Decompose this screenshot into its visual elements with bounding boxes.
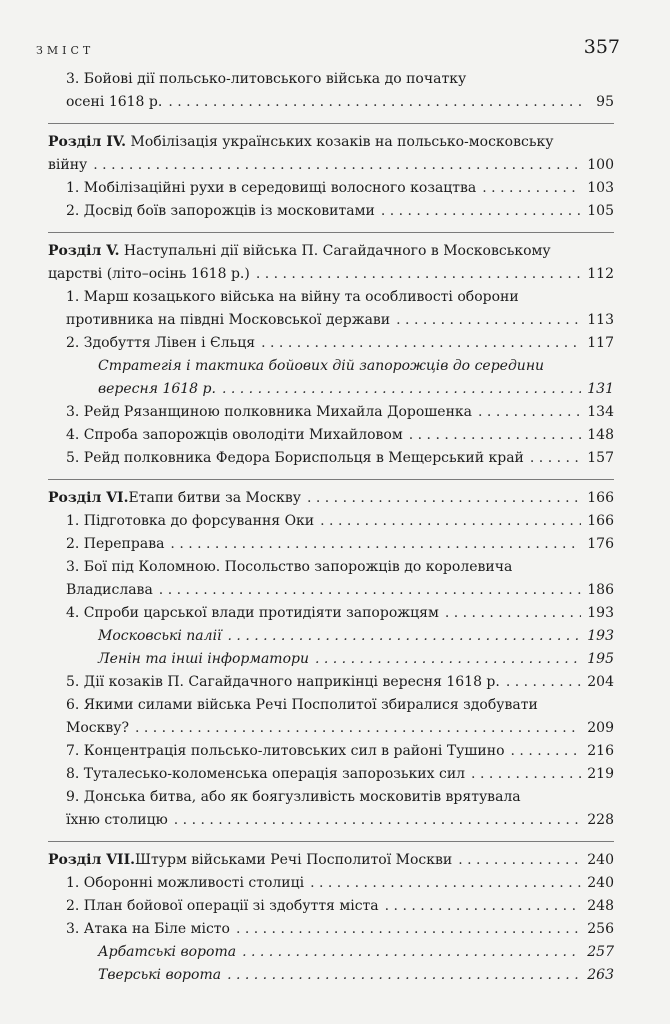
entry-title-line: Тверські ворота (98, 967, 222, 983)
dot-leader (445, 602, 581, 625)
entry-page-number: 112 (587, 266, 614, 282)
section-entry (48, 200, 614, 223)
entry-page-number: 95 (596, 94, 614, 110)
chapter-label: Розділ VII. (48, 852, 136, 868)
entry-page-number: 113 (587, 312, 614, 328)
entry-title-line: вересня 1618 р. (98, 381, 216, 397)
entry-page-number: 257 (587, 944, 614, 960)
section-entry (48, 740, 614, 763)
section-entry (48, 533, 614, 556)
subsection-entry (48, 648, 614, 671)
dot-leader (256, 263, 581, 286)
entry-title-line: Штурм військами Речі Посполитої Москви (135, 852, 453, 868)
entry-title-line: 2. Переправа (66, 536, 165, 552)
entry-page-number: 240 (587, 852, 614, 868)
entry-page-number: 166 (587, 490, 614, 506)
chapter-entry (48, 240, 614, 286)
chapter-label: Розділ V. (48, 243, 120, 259)
entry-title-line: Стратегія і тактика бойових дій запорожців до середини (98, 358, 545, 374)
chapter-entry (48, 849, 614, 872)
entry-title-line: 7. Концентрація польсько-литовських сил в районі Тушино (66, 743, 505, 759)
entry-title-line: 4. Спроба запорожців оволодіти Михайловом (66, 427, 403, 443)
dot-leader (458, 849, 581, 872)
entry-page-number: 148 (587, 427, 614, 443)
section-entry (48, 694, 614, 740)
dot-leader (168, 91, 586, 114)
dot-leader (409, 424, 582, 447)
dot-leader (506, 671, 581, 694)
toc-section (48, 479, 614, 832)
entry-title-line: 9. Донська битва, або як боягузливість московитів врятувала (66, 789, 521, 805)
chapter-entry (48, 131, 614, 177)
dot-leader (135, 717, 581, 740)
section-entry (48, 401, 614, 424)
entry-title-line: Ленін та інші інформатори (98, 651, 309, 667)
entry-page-number: 103 (587, 180, 614, 196)
entry-page-number: 166 (587, 513, 614, 529)
chapter-entry (48, 487, 614, 510)
section-entry (48, 447, 614, 470)
entry-title-line: царстві (літо–осінь 1618 р.) (48, 266, 250, 282)
entry-title-line: 1. Оборонні можливості столиці (66, 875, 305, 891)
entry-page-number: 204 (587, 674, 614, 690)
dot-leader (228, 625, 582, 648)
section-entry (48, 602, 614, 625)
section-entry (48, 918, 614, 941)
entry-page-number: 219 (587, 766, 614, 782)
dot-leader (261, 332, 581, 355)
dot-leader (236, 918, 581, 941)
dot-leader (93, 154, 581, 177)
dot-leader (320, 510, 581, 533)
entry-title-line: 1. Мобілізаційні рухи в середовищі волосного козацтва (66, 180, 477, 196)
entry-page-number: 117 (587, 335, 614, 351)
section-entry (48, 286, 614, 332)
entry-title-line: осені 1618 р. (66, 94, 163, 110)
dot-leader (242, 941, 581, 964)
toc-section (48, 123, 614, 223)
page-number: 357 (583, 36, 620, 58)
section-entry (48, 786, 614, 832)
entry-title-line: 3. Атака на Біле місто (66, 921, 230, 937)
entry-title-line: 3. Бої під Коломною. Посольство запорожців до королевича (66, 559, 513, 575)
chapter-label: Розділ IV. (48, 134, 127, 150)
entry-title-line: 5. Дії козаків П. Сагайдачного наприкінці вересня 1618 р. (66, 674, 500, 690)
entry-page-number: 193 (587, 605, 614, 621)
dot-leader (227, 964, 581, 987)
entry-title-line: 8. Туталесько-коломенська операція запорозьких сил (66, 766, 466, 782)
entry-page-number: 209 (587, 720, 614, 736)
dot-leader (478, 401, 581, 424)
section-entry (48, 424, 614, 447)
section-entry (48, 872, 614, 895)
entry-page-number: 134 (587, 404, 614, 420)
entry-page-number: 105 (587, 203, 614, 219)
section-entry (48, 332, 614, 355)
entry-page-number: 195 (587, 651, 614, 667)
entry-title-line: Москву? (66, 720, 129, 736)
dot-leader (310, 872, 581, 895)
dot-leader (511, 740, 582, 763)
section-entry (48, 510, 614, 533)
entry-title-line: Арбатські ворота (98, 944, 237, 960)
toc-section (48, 68, 614, 114)
dot-leader (307, 487, 581, 510)
entry-title-line: 4. Спроби царської влади протидіяти запорожцям (66, 605, 439, 621)
entry-title-line: війну (48, 157, 88, 173)
dot-leader (381, 200, 581, 223)
entry-title-line: Мобілізація українських козаків на польсько-московську (126, 134, 554, 150)
entry-page-number: 248 (587, 898, 614, 914)
section-entry (48, 671, 614, 694)
entry-page-number: 216 (587, 743, 614, 759)
entry-title-line: 2. Досвід боїв запорожців із московитами (66, 203, 375, 219)
subsection-entry (48, 964, 614, 987)
dot-leader (315, 648, 581, 671)
chapter-label: Розділ VI. (48, 490, 129, 506)
section-entry (48, 177, 614, 200)
entry-title-line: 2. План бойової операції зі здобуття міста (66, 898, 379, 914)
dot-leader (482, 177, 581, 200)
table-of-contents (48, 68, 614, 996)
entry-page-number: 256 (587, 921, 614, 937)
entry-title-line: їхню столицю (66, 812, 168, 828)
dot-leader (222, 378, 581, 401)
subsection-entry (48, 941, 614, 964)
entry-page-number: 131 (587, 381, 614, 397)
toc-section (48, 841, 614, 987)
section-entry (48, 763, 614, 786)
dot-leader (385, 895, 582, 918)
dot-leader (396, 309, 581, 332)
entry-page-number: 157 (587, 450, 614, 466)
entry-title-line: Етапи битви за Москву (128, 490, 301, 506)
entry-title-line: 3. Рейд Рязанщиною полковника Михайла Дорошенка (66, 404, 473, 420)
entry-title-line: Владислава (66, 582, 153, 598)
entry-title-line: 5. Рейд полковника Федора Бориспольця в Мещерський край (66, 450, 524, 466)
entry-page-number: 193 (587, 628, 614, 644)
dot-leader (471, 763, 581, 786)
dot-leader (159, 579, 581, 602)
entry-title-line: противника на півдні Московської держави (66, 312, 391, 328)
section-entry (48, 68, 614, 114)
entry-page-number: 263 (587, 967, 614, 983)
entry-title-line: 2. Здобуття Лівен і Єльця (66, 335, 256, 351)
entry-title-line: Наступальні дії війська П. Сагайдачного в Московському (119, 243, 551, 259)
entry-page-number: 228 (587, 812, 614, 828)
dot-leader (530, 447, 581, 470)
section-entry (48, 895, 614, 918)
dot-leader (174, 809, 581, 832)
entry-page-number: 100 (587, 157, 614, 173)
subsection-entry (48, 355, 614, 401)
toc-section (48, 232, 614, 470)
entry-title-line: Московські палії (98, 628, 222, 644)
entry-page-number: 240 (587, 875, 614, 891)
section-entry (48, 556, 614, 602)
entry-title-line: 3. Бойові дії польсько-литовського війська до початку (66, 71, 467, 87)
running-title: ЗМІСТ (36, 44, 95, 57)
entry-page-number: 176 (587, 536, 614, 552)
subsection-entry (48, 625, 614, 648)
dot-leader (170, 533, 581, 556)
entry-title-line: 1. Підготовка до форсування Оки (66, 513, 315, 529)
entry-title-line: 1. Марш козацького війська на війну та особливості оборони (66, 289, 519, 305)
entry-title-line: 6. Якими силами війська Речі Посполитої збиралися здобувати (66, 697, 538, 713)
entry-page-number: 186 (587, 582, 614, 598)
